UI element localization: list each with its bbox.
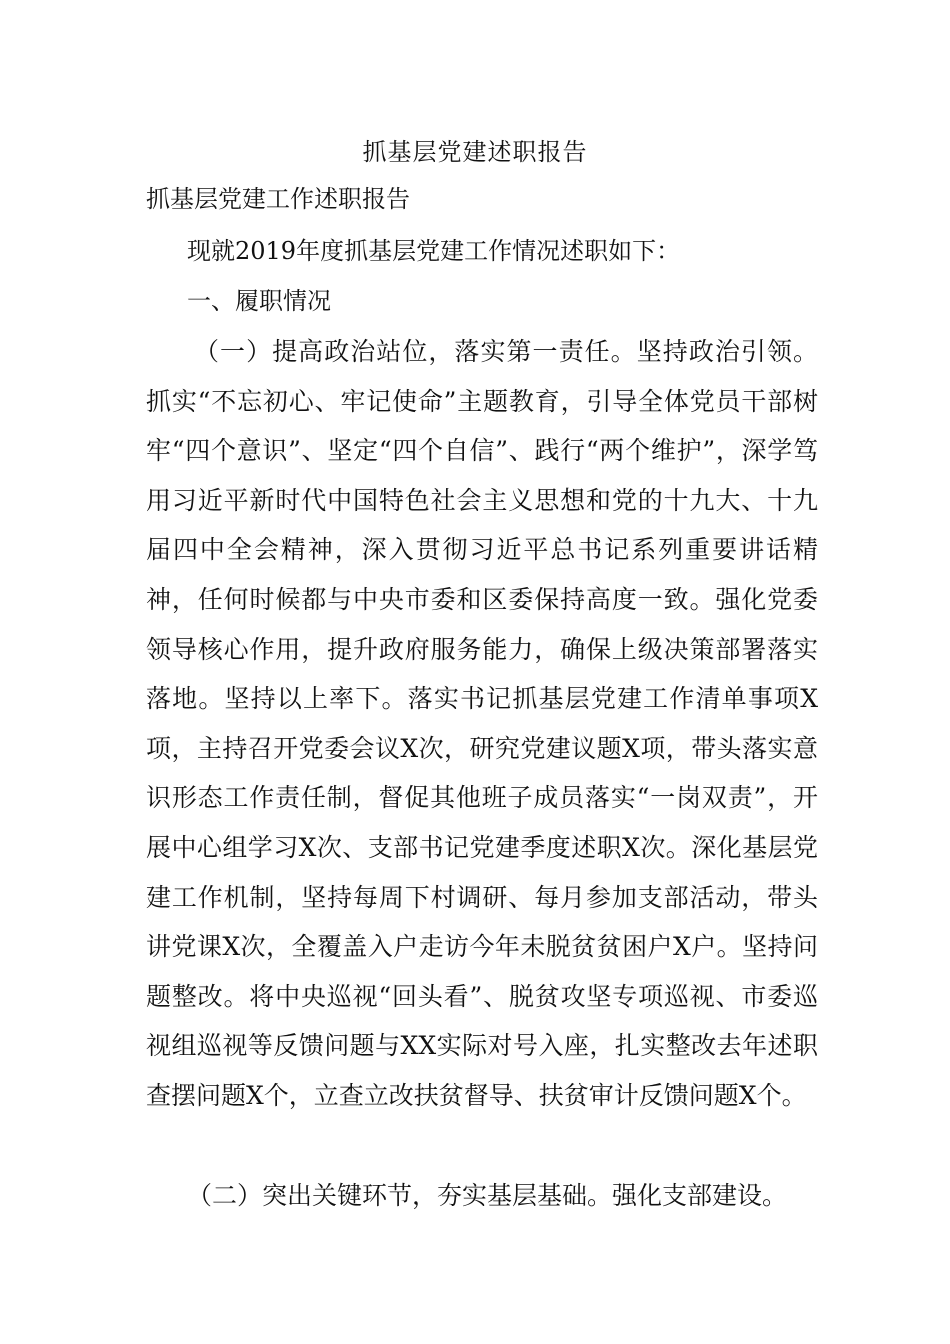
intro-paragraph: 现就2019年度抓基层党建工作情况述职如下： [187,237,681,265]
document-title: 抓基层党建述职报告 [362,138,588,166]
section-heading: 一、履职情况 [187,287,331,315]
body-paragraph-1: （一）提高政治站位，落实第一责任。坚持政治引领。抓实“不忘初心、牢记使命”主题教育，引导全体党员干部树牢“四个意识”、坚定“四个自信”、践行“两个维护”，深学笃用习近平新时代中国特色社会主义思想和党的十九大、十九届四中全会精神，深入贯彻习近平总书记系列重要讲话精神，任何时候都与中央市委和区委保持高度一致。强化党委领导核心作用，提升政府服务能力，确保上级决策部署落实落地。坚持以上率下。落实书记抓基层党建工作清单事项X项，主持召开党委会议X次，研究党建议题X项，带头落实意识形态工作责任制，督促其他班子成员落实“一岗双责”，开展中心组学习X次、支部书记党建季度述职X次。深化基层党建工作机制，坚持每周下村调研、每月参加支部活动，带头讲党课X次，全覆盖入户走访今年未脱贫贫困户X户。坚持问题整改。将中央巡视“回头看”、脱贫攻坚专项巡视、市委巡视组巡视等反馈问题与XX实际对号入座，扎实整改去年述职查摆问题X个，立查立改扶贫督导、扶贫审计反馈问题X个。 [146,337,818,1110]
body-paragraph-2: （二）突出关键环节，夯实基层基础。强化支部建设。 [187,1181,788,1210]
document-subtitle: 抓基层党建工作述职报告 [146,185,410,213]
